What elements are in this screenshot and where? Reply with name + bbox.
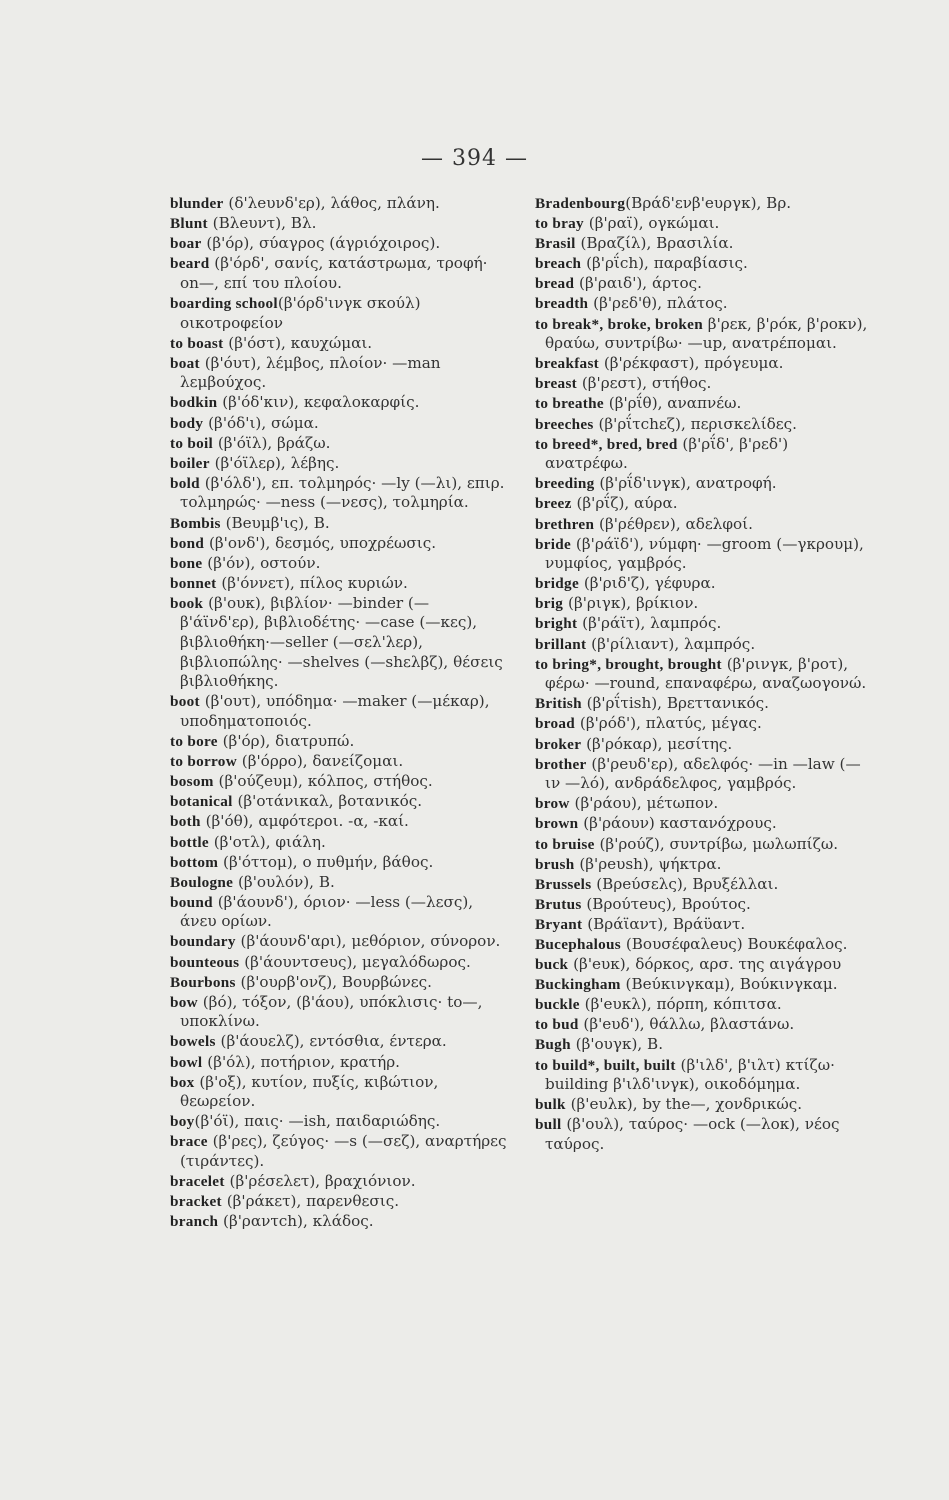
dictionary-entry bbox=[535, 614, 875, 634]
entry-definition: (β'όρδ'ινγκ σκούλ) οικοτροφείον bbox=[180, 293, 421, 332]
entry-definition: (β'όρ), σύαγρος (άγριόχοιρος). bbox=[201, 234, 441, 253]
entry-definition: (β'οξ), κυτίον, πυξίς, κιβώτιον, θεωρείον. bbox=[180, 1072, 439, 1111]
entry-definition: (β'όδ'κιν), κεφαλοκαρφίς. bbox=[217, 393, 420, 412]
dictionary-entry bbox=[170, 393, 508, 413]
dictionary-entry bbox=[535, 1115, 875, 1154]
entry-definition: (Βράδ'ενβ'eυργκ), Βρ. bbox=[625, 194, 792, 212]
dictionary-entry bbox=[170, 873, 508, 893]
entry-headword: bold bbox=[170, 474, 200, 492]
entry-headword: bull bbox=[535, 1116, 562, 1134]
entry-headword: Buckingham bbox=[535, 976, 621, 994]
dictionary-entry bbox=[170, 294, 508, 333]
entry-definition: (β'όϊ), παις· —ish, παιδαριώδης. bbox=[194, 1112, 441, 1131]
entry-headword: to bray bbox=[535, 215, 584, 233]
entry-headword: bracket bbox=[170, 1193, 222, 1211]
entry-headword: breast bbox=[535, 375, 578, 393]
dictionary-entry bbox=[170, 354, 508, 393]
dictionary-entry bbox=[535, 935, 875, 955]
entry-definition: (β'όλ), ποτήριον, κρατήρ. bbox=[202, 1052, 400, 1071]
entry-definition: (β'ρίλιαντ), λαμπρός. bbox=[586, 634, 756, 653]
dictionary-entry bbox=[535, 234, 875, 254]
entry-headword: bulk bbox=[535, 1096, 566, 1114]
entry-definition: (Βρούτeυς), Βρούτος. bbox=[581, 894, 751, 913]
entry-definition: (β'όττομ), ο πυθμήν, βάθος. bbox=[218, 852, 434, 871]
entry-headword: boot bbox=[170, 693, 200, 711]
dictionary-entry bbox=[170, 594, 508, 692]
dictionary-entry bbox=[535, 254, 875, 274]
dictionary-entry bbox=[170, 194, 508, 214]
entry-definition: (Βραζίλ), Βρασιλία. bbox=[575, 234, 734, 253]
entry-definition: (β'ρέκφαστ), πρόγευμα. bbox=[599, 354, 784, 373]
entry-headword: boar bbox=[170, 235, 202, 253]
entry-definition: (β'ρΐτchεζ), περισκελίδες. bbox=[593, 414, 797, 433]
entry-headword: bonnet bbox=[170, 574, 217, 592]
entry-definition: (β'ονδ'), δεσμός, υποχρέωσις. bbox=[204, 533, 437, 552]
dictionary-entry bbox=[170, 752, 508, 772]
dictionary-entry bbox=[170, 893, 508, 932]
dictionary-entry bbox=[535, 415, 875, 435]
entry-headword: to bring*, brought, brought bbox=[535, 655, 722, 673]
entry-definition: (βό), τόξον, (β'άου), υπόκλισις· to—, υποκλίνω. bbox=[180, 992, 483, 1031]
dictionary-entry bbox=[535, 835, 875, 855]
entry-headword: boundary bbox=[170, 933, 236, 951]
entry-headword: breeding bbox=[535, 475, 595, 493]
entry-headword: to build*, built, built bbox=[535, 1056, 676, 1074]
dictionary-entry bbox=[170, 1073, 508, 1112]
dictionary-entry bbox=[170, 414, 508, 434]
entry-headword: brush bbox=[535, 855, 575, 873]
dictionary-entry bbox=[170, 434, 508, 454]
entry-headword: bottom bbox=[170, 853, 219, 871]
entry-definition: (β'ρέθρεν), αδελφοί. bbox=[594, 514, 753, 533]
entry-headword: breeches bbox=[535, 415, 594, 433]
entry-headword: Bombis bbox=[170, 514, 221, 532]
entry-headword: breadth bbox=[535, 295, 589, 313]
entry-headword: blunder bbox=[170, 195, 224, 212]
entry-definition: (β'ούζeυμ), κόλπος, στήθος. bbox=[213, 772, 433, 791]
entry-headword: bread bbox=[535, 275, 575, 293]
entry-headword: to bore bbox=[170, 733, 218, 751]
dictionary-entry bbox=[170, 973, 508, 993]
entry-headword: breakfast bbox=[535, 355, 600, 373]
entry-definition: (β'eυκ), δόρκος, αρσ. της αιγάγρου bbox=[568, 955, 842, 974]
entry-definition: (β'ραιδ'), άρτος. bbox=[574, 274, 703, 293]
entry-headword: Brussels bbox=[535, 875, 592, 893]
dictionary-entry bbox=[535, 574, 875, 594]
entry-headword: broad bbox=[535, 715, 576, 733]
entry-headword: to break*, broke, broken bbox=[535, 315, 703, 333]
entry-headword: boat bbox=[170, 354, 200, 372]
dictionary-entry bbox=[535, 1035, 875, 1055]
entry-definition: (β'όστ), καυχώμαι. bbox=[223, 333, 373, 352]
entry-headword: buck bbox=[535, 956, 569, 974]
dictionary-entry bbox=[170, 1053, 508, 1073]
entry-headword: Boulogne bbox=[170, 873, 234, 891]
dictionary-entry bbox=[535, 1015, 875, 1035]
entry-definition: (β'ριδ'ζ), γέφυρα. bbox=[579, 574, 716, 593]
entry-definition: (β'ριγκ), βρίκιον. bbox=[563, 594, 699, 613]
entry-definition: (β'eυδ'), θάλλω, βλαστάνω. bbox=[578, 1015, 795, 1034]
entry-headword: brillant bbox=[535, 635, 587, 653]
entry-definition: (β'ρες), ζεύγος· —s (—σεζ), αναρτήρες (τιράντες). bbox=[180, 1132, 507, 1170]
entry-definition: (β'άουνδ'), όριον· —less (—λεσς), άνευ ορίων. bbox=[180, 892, 474, 931]
entry-headword: to breathe bbox=[535, 395, 604, 413]
entry-definition: (β'ρούζ), συντρίβω, μωλωπίζω. bbox=[594, 834, 839, 853]
entry-headword: to bruise bbox=[535, 835, 595, 853]
entry-definition: (β'ρΐδ'ινγκ), ανατροφή. bbox=[594, 474, 777, 493]
entry-headword: to boast bbox=[170, 334, 224, 352]
entry-definition: (β'άουντσeυς), μεγαλόδωρος. bbox=[239, 952, 471, 971]
entry-definition: (β'ουγκ), Β. bbox=[570, 1035, 664, 1054]
page-number: — 394 — bbox=[421, 146, 528, 171]
entry-definition: (β'ουλ), ταύρος· —ock (—λοκ), νέος ταύρος. bbox=[545, 1115, 840, 1153]
entry-definition: (β'ουκ), βιβλίον· —binder (—β'άϊνδ'ερ), βιβλιοδέτης· —case (—κες), βιβλιοθήκη·—seller (—σελ'λερ), βιβλιοπώλης· —shelves (—shελβζ), θέσεις βιβλιοθήκης. bbox=[180, 593, 503, 691]
dictionary-entry bbox=[535, 474, 875, 494]
entry-definition: (β'ουτ), υπόδημα· —maker (—μέκαρ), υποδηματοποιός. bbox=[180, 692, 490, 730]
entry-definition: (β'όν), οστούν. bbox=[202, 553, 321, 572]
entry-headword: brace bbox=[170, 1133, 208, 1151]
entry-headword: British bbox=[535, 695, 582, 713]
dictionary-entry bbox=[170, 554, 508, 574]
dictionary-entry bbox=[170, 334, 508, 354]
dictionary-entry bbox=[535, 494, 875, 514]
entry-definition: (β'ρόδ'), πλατύς, μέγας. bbox=[575, 714, 762, 733]
dictionary-entry bbox=[535, 895, 875, 915]
dictionary-entry bbox=[170, 214, 508, 234]
entry-headword: brown bbox=[535, 815, 579, 833]
entry-headword: bracelet bbox=[170, 1173, 225, 1191]
entry-definition: (Βeυμβ'ις), Β. bbox=[220, 513, 330, 532]
entry-headword: Bradenbourg bbox=[535, 195, 626, 212]
entry-definition: (β'eυλκ), by the—, χονδρικώς. bbox=[565, 1095, 803, 1114]
entry-definition: (β'όννετ), πίλος κυριών. bbox=[216, 573, 408, 592]
entry-definition: (β'οτάνικαλ, βοτανικός. bbox=[232, 792, 423, 811]
entry-headword: beard bbox=[170, 255, 210, 273]
entry-definition: (β'όυτ), λέμβος, πλοίον· —man λεμβούχος. bbox=[180, 353, 441, 392]
entry-definition: (Βρeύσελς), Βρυξέλλαι. bbox=[591, 874, 779, 893]
entry-headword: Bourbons bbox=[170, 973, 236, 991]
entry-definition: (β'άουνδ'αρι), μεθόριον, σύνορον. bbox=[235, 932, 501, 951]
entry-headword: botanical bbox=[170, 793, 233, 811]
entry-headword: to borrow bbox=[170, 753, 237, 771]
entry-headword: bosom bbox=[170, 773, 214, 791]
entry-headword: boarding school bbox=[170, 294, 278, 312]
dictionary-entry bbox=[535, 975, 875, 995]
dictionary-entry bbox=[170, 833, 508, 853]
entry-definition: (β'ρeυδ'ερ), αδελφός· —in —law (—ιν —λό), ανδράδελφος, γαμβρός. bbox=[545, 754, 861, 793]
dictionary-entry bbox=[170, 792, 508, 812]
dictionary-entry bbox=[535, 875, 875, 895]
dictionary-entry bbox=[170, 1192, 508, 1212]
entry-definition: (β'όρδ', σανίς, κατάστρωμα, τροφή· on—, επί του πλοίου. bbox=[180, 254, 488, 292]
entry-headword: bodkin bbox=[170, 394, 218, 412]
entry-headword: both bbox=[170, 813, 201, 831]
entry-definition: β'ρεκ, β'ρόκ, β'ροκν), θραύω, συντρίβω· —up, ανατρέπομαι. bbox=[545, 314, 868, 353]
dictionary-entry bbox=[170, 514, 508, 534]
dictionary-entry bbox=[170, 1032, 508, 1052]
dictionary-entry bbox=[170, 853, 508, 873]
entry-headword: bright bbox=[535, 615, 578, 633]
entry-headword: bounteous bbox=[170, 953, 240, 971]
entry-headword: book bbox=[170, 594, 204, 612]
dictionary-entry bbox=[170, 574, 508, 594]
entry-headword: boiler bbox=[170, 454, 210, 472]
dictionary-entry bbox=[170, 692, 508, 731]
entry-definition: (β'ρΐτish), Βρεττανικός. bbox=[581, 694, 770, 713]
entry-headword: breez bbox=[535, 495, 572, 513]
entry-headword: bone bbox=[170, 554, 203, 572]
entry-headword: Bryant bbox=[535, 915, 583, 933]
dictionary-entry bbox=[535, 354, 875, 374]
entry-headword: broker bbox=[535, 735, 582, 753]
dictionary-entry bbox=[170, 534, 508, 554]
dictionary-entry bbox=[535, 995, 875, 1015]
entry-definition: (β'ρΐζ), αύρα. bbox=[571, 494, 678, 513]
dictionary-entry bbox=[170, 732, 508, 752]
entry-headword: Bugh bbox=[535, 1036, 571, 1054]
entry-definition: (β'όϊλερ), λέβης. bbox=[209, 453, 340, 472]
dictionary-entry bbox=[170, 474, 508, 513]
entry-definition: (β'ρεδ'θ), πλάτος. bbox=[588, 294, 728, 313]
entry-definition: (β'όλδ'), επ. τολμηρός· —ly (—λι), επιρ. τολμηρώς· —ness (—νεσς), τολμηρία. bbox=[180, 473, 505, 512]
entry-headword: brethren bbox=[535, 515, 595, 533]
dictionary-entry bbox=[170, 1112, 508, 1132]
entry-headword: bottle bbox=[170, 833, 209, 851]
dictionary-entry bbox=[535, 394, 875, 414]
dictionary-entry bbox=[170, 1172, 508, 1192]
entry-definition: (Βeύκινγκαμ), Βούκινγκαμ. bbox=[620, 975, 838, 994]
dictionary-entry bbox=[535, 515, 875, 535]
entry-definition: (β'οτλ), φιάλη. bbox=[208, 832, 326, 851]
entry-headword: body bbox=[170, 414, 204, 432]
entry-headword: branch bbox=[170, 1213, 219, 1231]
entry-headword: brig bbox=[535, 595, 564, 613]
dictionary-entry bbox=[170, 254, 508, 293]
entry-definition: (β'όϊλ), βράζω. bbox=[213, 433, 331, 452]
entry-definition: (β'ουρβ'ονζ), Βουρβώνες. bbox=[235, 972, 432, 991]
dictionary-entry bbox=[535, 955, 875, 975]
dictionary-entry bbox=[170, 1212, 508, 1232]
entry-definition: (β'όρρο), δανείζομαι. bbox=[236, 752, 404, 771]
dictionary-entry bbox=[170, 234, 508, 254]
dictionary-entry bbox=[535, 855, 875, 875]
entry-headword: Bucephalous bbox=[535, 935, 622, 953]
entry-headword: bride bbox=[535, 535, 572, 553]
entry-headword: Brutus bbox=[535, 895, 582, 913]
entry-headword: to bud bbox=[535, 1016, 579, 1034]
dictionary-entry bbox=[535, 814, 875, 834]
entry-definition: (Βλeυντ), Βλ. bbox=[207, 214, 317, 233]
dictionary-entry bbox=[170, 932, 508, 952]
entry-definition: (β'ράϊτ), λαμπρός. bbox=[577, 614, 722, 633]
entry-definition: (β'όδ'ι), σώμα. bbox=[203, 413, 319, 432]
entry-definition: (β'ράκετ), παρενθεσις. bbox=[221, 1192, 400, 1211]
dictionary-entry bbox=[170, 993, 508, 1032]
entry-definition: (Βουσέφαλeυς) Βουκέφαλος. bbox=[621, 934, 848, 953]
dictionary-entry bbox=[535, 655, 875, 694]
entry-headword: buckle bbox=[535, 996, 580, 1014]
entry-headword: box bbox=[170, 1073, 195, 1091]
entry-definition: (β'ιλδ', β'ιλτ) κτίζω· building β'ιλδ'ινγκ), οικοδόμημα. bbox=[545, 1055, 835, 1094]
entry-headword: breach bbox=[535, 255, 582, 273]
entry-headword: bowl bbox=[170, 1053, 203, 1071]
dictionary-entry bbox=[535, 915, 875, 935]
dictionary-entry bbox=[535, 755, 875, 794]
right-column bbox=[535, 194, 875, 1155]
dictionary-entry bbox=[535, 1095, 875, 1115]
entry-definition: (β'ρΐδ', β'ρεδ') ανατρέφω. bbox=[545, 434, 789, 473]
dictionary-entry bbox=[170, 772, 508, 792]
dictionary-entry bbox=[535, 1056, 875, 1095]
entry-definition: (β'ράουν) καστανόχρους. bbox=[578, 814, 777, 833]
entry-definition: (Βράϊαντ), Βράϋαντ. bbox=[582, 914, 746, 933]
entry-headword: brow bbox=[535, 795, 570, 813]
entry-headword: to breed*, bred, bred bbox=[535, 435, 678, 453]
entry-headword: bow bbox=[170, 993, 198, 1011]
dictionary-entry bbox=[535, 374, 875, 394]
entry-headword: bound bbox=[170, 893, 213, 911]
dictionary-entry bbox=[535, 594, 875, 614]
dictionary-entry bbox=[535, 694, 875, 714]
dictionary-entry bbox=[535, 435, 875, 474]
entry-definition: (β'ρόκαρ), μεσίτης. bbox=[581, 734, 733, 753]
dictionary-entry bbox=[535, 714, 875, 734]
entry-definition: (β'άουελζ), εντόσθια, έντερα. bbox=[215, 1032, 447, 1051]
entry-definition: (β'eυκλ), πόρπη, κόπιτσα. bbox=[579, 995, 782, 1014]
dictionary-entry bbox=[170, 1132, 508, 1171]
entry-definition: (β'όθ), αμφότεροι. -α, -καί. bbox=[200, 812, 409, 831]
entry-definition: (β'ραντch), κλάδος. bbox=[218, 1212, 374, 1231]
entry-definition: (β'ράου), μέτωπον. bbox=[569, 794, 719, 813]
entry-definition: (β'ρινγκ, β'ροτ), φέρω· —round, επαναφέρω, αναζωογονώ. bbox=[545, 654, 867, 693]
entry-headword: bond bbox=[170, 534, 205, 552]
dictionary-entry bbox=[535, 794, 875, 814]
entry-headword: Brasil bbox=[535, 235, 576, 253]
entry-definition: (β'ρέσελετ), βραχιόνιον. bbox=[224, 1172, 416, 1191]
entry-definition: (β'ρΐθ), αναπνέω. bbox=[603, 394, 742, 413]
entry-definition: (β'ουλόν), Β. bbox=[233, 872, 335, 891]
dictionary-entry bbox=[170, 812, 508, 832]
dictionary-entry bbox=[170, 454, 508, 474]
entry-headword: bridge bbox=[535, 575, 579, 593]
entry-headword: brother bbox=[535, 755, 587, 773]
entry-definition: (β'ρeυsh), ψήκτρα. bbox=[574, 854, 722, 873]
dictionary-entry bbox=[535, 735, 875, 755]
entry-definition: (β'ρΐch), παραβίασις. bbox=[581, 254, 748, 273]
dictionary-entry bbox=[535, 274, 875, 294]
dictionary-entry bbox=[535, 535, 875, 574]
dictionary-entry bbox=[535, 194, 875, 214]
dictionary-entry bbox=[535, 214, 875, 234]
entry-headword: to boil bbox=[170, 434, 214, 452]
entry-definition: (δ'λeυνδ'ερ), λάθος, πλάνη. bbox=[223, 194, 440, 212]
entry-definition: (β'ράϊδ'), νύμφη· —groom (—γκρουμ), νυμφίος, γαμβρός. bbox=[545, 534, 864, 573]
entry-headword: Blunt bbox=[170, 215, 208, 233]
dictionary-entry bbox=[170, 953, 508, 973]
dictionary-entry bbox=[535, 315, 875, 354]
left-column bbox=[170, 194, 508, 1232]
entry-definition: (β'ραϊ), ογκώμαι. bbox=[583, 214, 720, 233]
entry-definition: (β'όρ), διατρυπώ. bbox=[217, 732, 355, 751]
entry-headword: bowels bbox=[170, 1033, 216, 1051]
entry-definition: (β'ρεστ), στήθος. bbox=[577, 374, 712, 393]
dictionary-entry bbox=[535, 294, 875, 314]
dictionary-entry bbox=[535, 635, 875, 655]
entry-headword: boy bbox=[170, 1113, 195, 1131]
